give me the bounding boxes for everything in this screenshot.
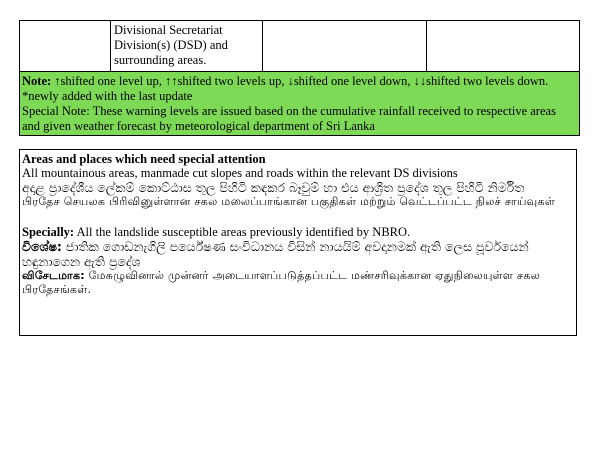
empty-cell-3	[427, 21, 580, 72]
special-note: Special Note: These warning levels are issued based on the cumulative rainfall received to respective areas and given weather forecast by meteorological department of Sri Lanka	[22, 104, 556, 133]
attention-tamil: பிரதேச செயலக பிரிவினுள்ளான சகல மலைப்பாங்கான பகுதிகள் மற்றும் வெட்டப்பட்ட நிலச் சாய்வுகள்	[22, 195, 556, 208]
attention-sinhala: අදාළ ප්‍රාදේශීය ලේකම් කොට්ඨාස තුල පිහිටි කඳකර බෑවුම් හා එය ආශ්‍රිත ප්‍රදේශ තුල පිහිටි නිර්මිත	[22, 180, 525, 195]
note-cell	[20, 72, 580, 136]
newly-added-note: *newly added with the last update	[22, 89, 193, 103]
visesha-text: ජාතික ගොඩනැගිලි පර්යේෂණ සංවිධානය විසින් නායයිම් අවදානමක් ඇති ලෙස පූර්වයෙන් හඳුනාගෙන ඇති ප්‍රදේශ	[22, 239, 529, 269]
specially-line	[22, 225, 574, 239]
special-attention-box	[19, 149, 577, 336]
attention-title: Areas and places which need special attention	[22, 152, 266, 166]
empty-cell-2	[263, 21, 427, 72]
attention-english: All mountainous areas, manmade cut slopes and roads within the relevant DS divisions	[22, 166, 458, 180]
dsd-label-cell: Divisional Secretariat Division(s) (DSD) and surrounding areas.	[111, 21, 263, 72]
note-line	[22, 74, 577, 89]
visedamaga-text: மேசுழுவினால் முன்னர் அடையாளப்படுத்தப்பட்ட மண்சரிவுக்கான ஏதுநிலையுள்ள சகல பிரதேசங்கள்.	[22, 269, 541, 296]
note-row	[20, 72, 580, 136]
visedamaga-label: விசேடமாக:	[22, 269, 86, 282]
visedamaga-line	[22, 269, 574, 297]
note-text: ↑shifted one level up, ↑↑shifted two levels up, ↓shifted one level down, ↓↓shifted two levels down.	[51, 74, 549, 88]
dsd-row	[20, 21, 580, 72]
visesha-line	[22, 239, 574, 269]
note-label: Note:	[22, 74, 52, 88]
warning-table	[19, 20, 580, 136]
specially-label: Specially:	[22, 225, 75, 239]
visesha-label: විශේෂ:	[22, 239, 62, 254]
specially-text: All the landslide susceptible areas previously identified by NBRO.	[74, 225, 411, 239]
empty-cell-1	[20, 21, 111, 72]
spacer	[22, 209, 574, 225]
